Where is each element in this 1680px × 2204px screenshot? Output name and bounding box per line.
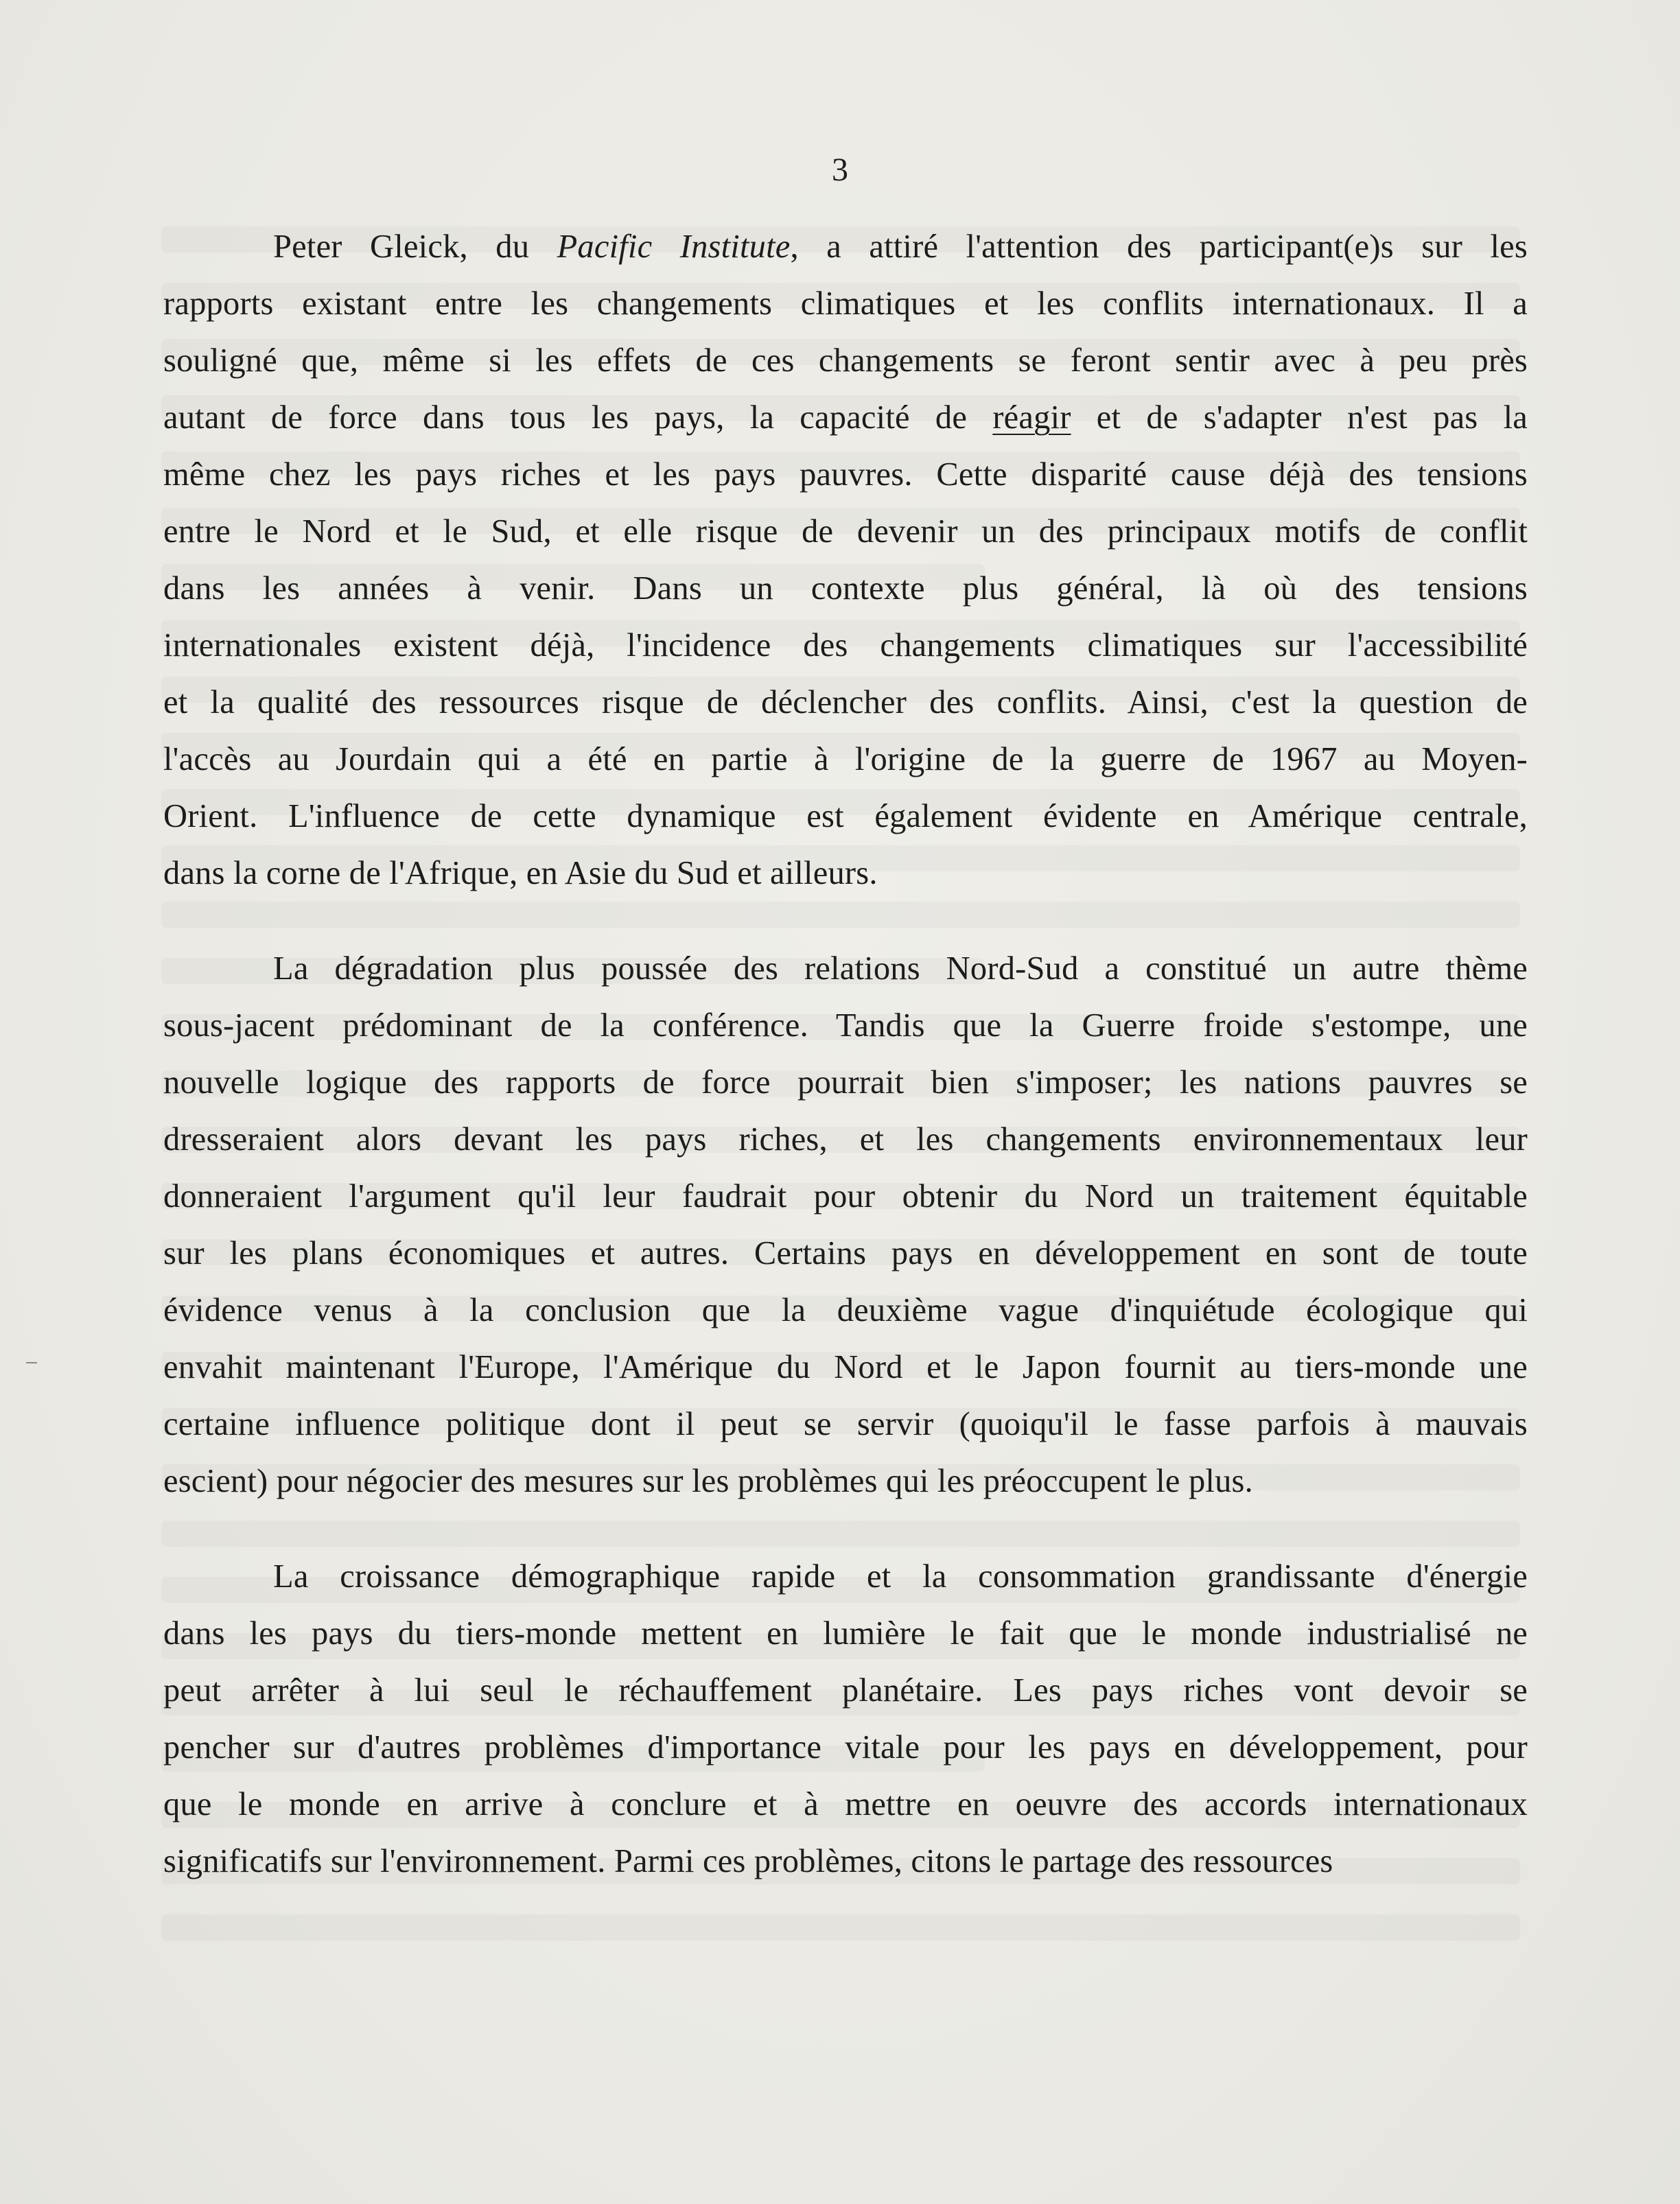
text-line	[163, 275, 1528, 332]
text-line	[163, 1282, 1528, 1339]
text-run: et de s'adapter n'est pas la	[1071, 399, 1528, 436]
paragraph	[163, 1548, 1528, 1890]
text-run: envahit maintenant l'Europe, l'Amérique du Nord et le Japon fournit au tiers-monde une	[163, 1349, 1528, 1385]
text-line	[163, 940, 1528, 997]
text-line	[163, 1054, 1528, 1111]
paragraph-gap	[163, 902, 1528, 940]
text-line	[163, 560, 1528, 617]
text-run: La dégradation plus poussée des relations Nord-Sud a constitué un autre thème	[273, 950, 1528, 987]
text-run: souligné que, même si les effets de ces changements se feront sentir avec à peu près	[163, 342, 1528, 379]
margin-mark	[26, 1362, 37, 1363]
text-run: que le monde en arrive à conclure et à mettre en oeuvre des accords internationaux	[163, 1786, 1528, 1822]
text-run: évidence venus à la conclusion que la deuxième vague d'inquiétude écologique qui	[163, 1292, 1528, 1328]
paragraph-gap	[163, 1510, 1528, 1548]
text-line	[163, 1168, 1528, 1225]
bleed-through-line	[161, 1914, 1520, 1941]
text-run: Peter Gleick, du	[273, 228, 557, 265]
text-line	[163, 1833, 1528, 1890]
text-run: l'accès au Jourdain qui a été en partie à l'origine de la guerre de 1967 au Moyen-	[163, 741, 1528, 777]
text-run: dresseraient alors devant les pays riches, et les changements environnementaux leur	[163, 1121, 1528, 1158]
text-line	[163, 503, 1528, 560]
text-run: Orient. L'influence de cette dynamique est également évidente en Amérique centrale,	[163, 798, 1528, 834]
text-line	[163, 617, 1528, 674]
page-number: 3	[832, 152, 848, 188]
text-run: , a attiré l'attention des participant(e)s sur les	[790, 228, 1528, 265]
text-run: peut arrêter à lui seul le réchauffement planétaire. Les pays riches vont devoir se	[163, 1672, 1528, 1709]
body-text	[163, 218, 1528, 1890]
text-run: autant de force dans tous les pays, la capacité de	[163, 399, 993, 436]
text-run: sous-jacent prédominant de la conférence. Tandis que la Guerre froide s'estompe, une	[163, 1007, 1528, 1044]
text-run: nouvelle logique des rapports de force pourrait bien s'imposer; les nations pauvres se	[163, 1064, 1528, 1101]
text-line	[163, 446, 1528, 503]
text-run: entre le Nord et le Sud, et elle risque de devenir un des principaux motifs de conflit	[163, 513, 1528, 550]
paragraph	[163, 218, 1528, 902]
underlined-text: réagir	[992, 399, 1071, 436]
text-run: escient) pour négocier des mesures sur les problèmes qui les préoccupent le plus.	[163, 1463, 1253, 1499]
text-line	[163, 731, 1528, 788]
text-line	[163, 1396, 1528, 1453]
text-run: significatifs sur l'environnement. Parmi ces problèmes, citons le partage des ressources	[163, 1843, 1333, 1879]
text-run: même chez les pays riches et les pays pauvres. Cette disparité cause déjà des tensions	[163, 456, 1528, 493]
text-line	[163, 845, 1528, 902]
text-run: rapports existant entre les changements climatiques et les conflits internationaux. Il a	[163, 285, 1528, 322]
text-line	[163, 788, 1528, 845]
text-line	[163, 1605, 1528, 1662]
text-line	[163, 997, 1528, 1054]
text-line	[163, 1225, 1528, 1282]
text-line	[163, 1719, 1528, 1776]
text-run: pencher sur d'autres problèmes d'importance vitale pour les pays en développement, pour	[163, 1729, 1528, 1766]
text-line	[163, 1111, 1528, 1168]
text-run: dans les années à venir. Dans un contexte plus général, là où des tensions	[163, 570, 1528, 607]
text-run: et la qualité des ressources risque de déclencher des conflits. Ainsi, c'est la question de	[163, 684, 1528, 720]
italic-text: Pacific Institute	[557, 228, 791, 265]
text-run: dans la corne de l'Afrique, en Asie du Sud et ailleurs.	[163, 855, 878, 891]
text-line	[163, 218, 1528, 275]
text-run: donneraient l'argument qu'il leur faudrait pour obtenir du Nord un traitement équitable	[163, 1178, 1528, 1215]
text-line	[163, 1662, 1528, 1719]
text-line	[163, 1776, 1528, 1833]
text-run: sur les plans économiques et autres. Certains pays en développement en sont de toute	[163, 1235, 1528, 1271]
text-run: La croissance démographique rapide et la consommation grandissante d'énergie	[273, 1558, 1528, 1595]
paragraph	[163, 940, 1528, 1510]
text-run: certaine influence politique dont il peut se servir (quoiqu'il le fasse parfois à mauvais	[163, 1406, 1528, 1442]
text-line	[163, 332, 1528, 389]
text-line	[163, 1453, 1528, 1510]
text-line	[163, 674, 1528, 731]
text-line	[163, 389, 1528, 446]
text-line	[163, 1548, 1528, 1605]
text-line	[163, 1339, 1528, 1396]
text-run: internationales existent déjà, l'incidence des changements climatiques sur l'accessibilité	[163, 627, 1528, 664]
text-run: dans les pays du tiers-monde mettent en lumière le fait que le monde industrialisé ne	[163, 1615, 1528, 1652]
